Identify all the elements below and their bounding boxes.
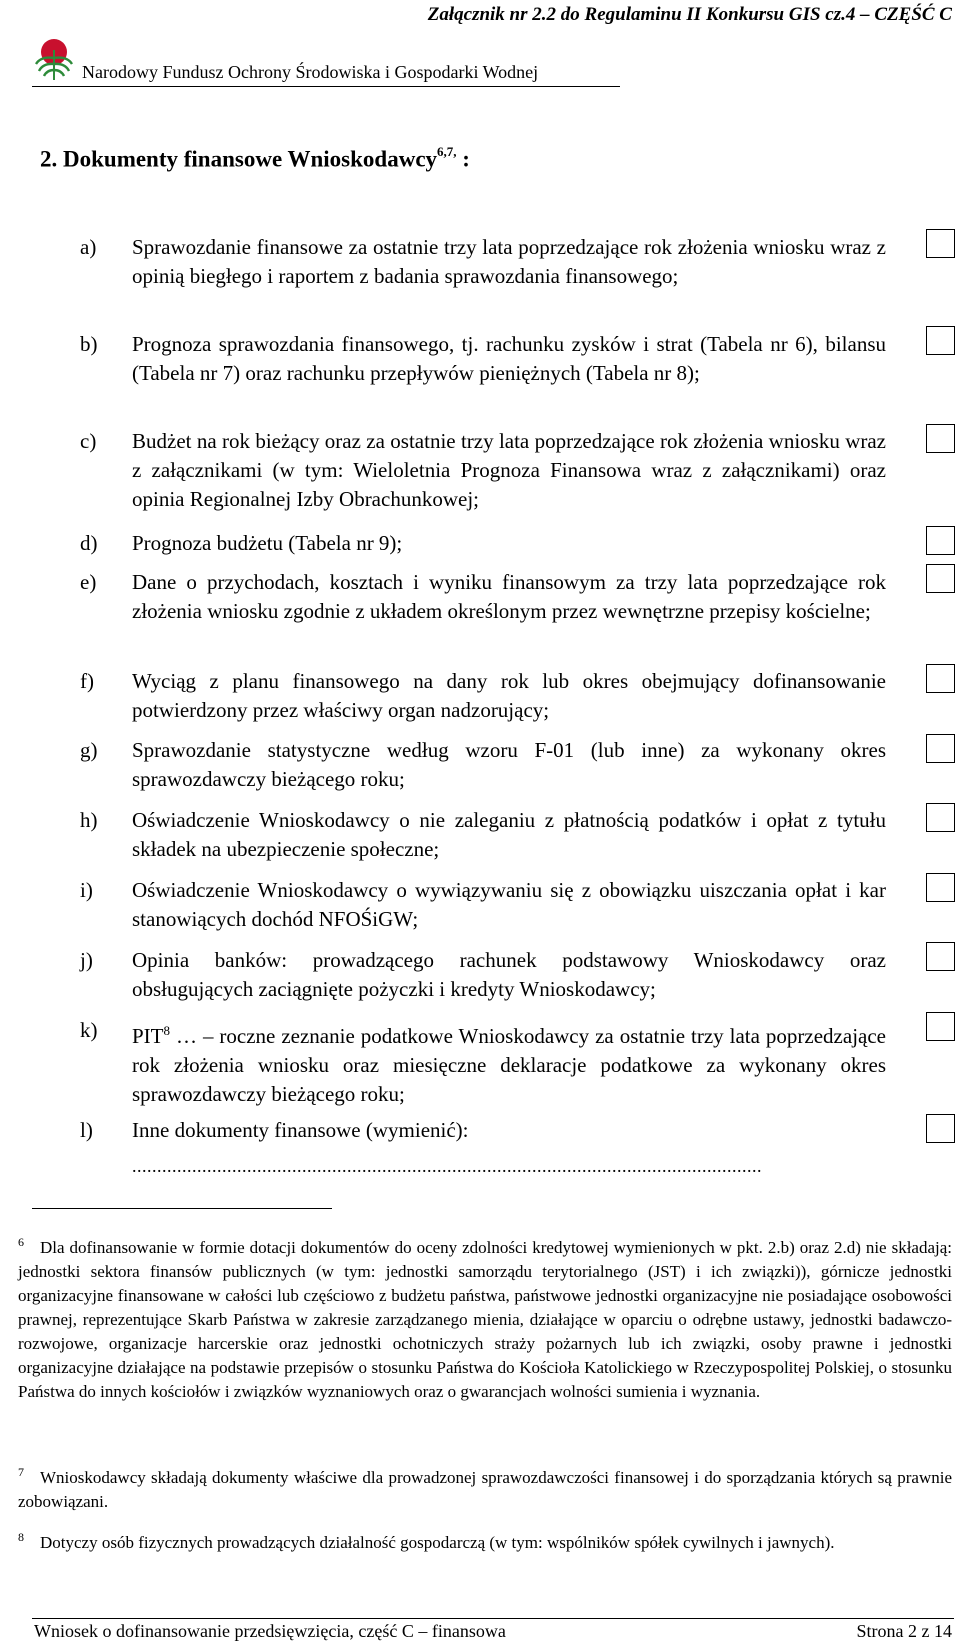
item-text: Opinia banków: prowadzącego rachunek podstawowy Wnioskodawcy oraz obsługujących zaciągnięte pożyczki i kredyty Wnioskodawcy; bbox=[132, 948, 886, 1001]
item-letter: h) bbox=[80, 808, 98, 832]
list-item bbox=[80, 876, 886, 934]
list-item bbox=[80, 233, 886, 291]
item-letter: d) bbox=[80, 531, 98, 555]
checkbox-item-j[interactable] bbox=[926, 942, 955, 971]
section-colon: : bbox=[462, 146, 470, 172]
item-text: Prognoza sprawozdania finansowego, tj. rachunku zysków i strat (Tabela nr 6), bilansu (Tabela nr 7) oraz rachunku przepływów pieniężnych (Tabela nr 8); bbox=[132, 332, 886, 385]
nfosigw-logo bbox=[33, 36, 75, 82]
item-letter: l) bbox=[80, 1118, 93, 1142]
section-title bbox=[40, 146, 470, 173]
item-text: Prognoza budżetu (Tabela nr 9); bbox=[132, 531, 403, 555]
item-letter: b) bbox=[80, 332, 98, 356]
list-item bbox=[80, 1016, 886, 1109]
checkbox-item-g[interactable] bbox=[926, 734, 955, 763]
list-item bbox=[80, 330, 886, 388]
footnote-text: Wnioskodawcy składają dokumenty właściwe dla prowadzonej sprawozdawczości finansowej i do sporządzania których są prawnie zobowiązani. bbox=[18, 1468, 952, 1511]
fill-in-dots[interactable]: .............................................................................................................................. bbox=[132, 1156, 762, 1176]
item-letter: j) bbox=[80, 948, 93, 972]
item-letter: e) bbox=[80, 570, 97, 594]
footer-rule bbox=[32, 1618, 954, 1619]
item-letter: c) bbox=[80, 429, 97, 453]
footnote-ref-8: 8 bbox=[163, 1023, 170, 1038]
item-text: Budżet na rok bieżący oraz za ostatnie trzy lata poprzedzające rok złożenia wniosku wraz z załącznikami (w tym: Wieloletnia Prognoza Finansowa wraz z załącznikami) oraz opinia Regionalnej Izby Obrachunkowej; bbox=[132, 429, 886, 511]
footnote-separator bbox=[32, 1208, 332, 1209]
item-text: Inne dokumenty finansowe (wymienić): bbox=[132, 1118, 469, 1142]
checkbox-item-c[interactable] bbox=[926, 424, 955, 453]
header-rule bbox=[32, 86, 620, 87]
checkbox-item-e[interactable] bbox=[926, 564, 955, 593]
page-number: Strona 2 z 14 bbox=[856, 1621, 952, 1641]
checkbox-item-b[interactable] bbox=[926, 326, 955, 355]
footnote-text: Dla dofinansowanie w formie dotacji dokumentów do oceny zdolności kredytowej wymienionych w pkt. 2.b) oraz 2.d) nie składają: jednostki sektora finansów publicznych (w tym: jednostki samorządu terytorialnego (JST) i ich związki)), górnicze jednostki organizacyjne finansowane w całości lub częściowo z budżetu państwa, państwowe jednostki organizacyjne nie posiadające osobowości prawnej, reprezentujące Skarb Państwa w zakresie zarządzanego mienia, działające w oparciu o odrębne ustawy, jednostki badawczo-rozwojowe, organizacje harcerskie oraz jednostki ochotniczych straży pożarnych lub ich związki, osoby prawne i jednostki organizacyjne działające na podstawie przepisów o stosunku Państwa do Kościoła Katolickiego w Rzeczypospolitej Polskiej, o stosunku Państwa do innych kościołów i związków wyznaniowych oraz o gwarancjach wolności sumienia i wyznania. bbox=[18, 1238, 952, 1401]
footnote-text: Dotyczy osób fizycznych prowadzących działalność gospodarczą (w tym: wspólników spółek cywilnych i jawnych). bbox=[40, 1533, 835, 1552]
footnote-number: 7 bbox=[18, 1465, 24, 1479]
item-text: Sprawozdanie finansowe za ostatnie trzy lata poprzedzające rok złożenia wniosku wraz z opinią biegłego i raportem z badania sprawozdania finansowego; bbox=[132, 235, 886, 288]
list-item bbox=[80, 806, 886, 864]
checkbox-item-h[interactable] bbox=[926, 803, 955, 832]
item-text bbox=[132, 1016, 886, 1109]
footnote-8 bbox=[18, 1531, 952, 1555]
section-footnote-refs: 6,7, bbox=[437, 144, 457, 159]
item-text: Oświadczenie Wnioskodawcy o wywiązywaniu się z obowiązku uiszczania opłat i kar stanowiących dochód NFOŚiGW; bbox=[132, 878, 886, 931]
footnote-6 bbox=[18, 1236, 952, 1404]
section-number: 2. bbox=[40, 146, 58, 172]
footnote-number: 8 bbox=[18, 1530, 24, 1544]
item-letter: i) bbox=[80, 878, 93, 902]
item-text-rest: … – roczne zeznanie podatkowe Wnioskodawcy za ostatnie trzy lata poprzedzające rok złożenia wniosku oraz miesięczne deklaracje podatkowe za wykonany okres sprawozdawczy bieżącego roku; bbox=[132, 1024, 886, 1106]
item-text: Wyciąg z planu finansowego na dany rok lub okres obejmujący dofinansowanie potwierdzony przez właściwy organ nadzorujący; bbox=[132, 669, 886, 722]
item-text: Sprawozdanie statystyczne według wzoru F-01 (lub inne) za wykonany okres sprawozdawczy bieżącego roku; bbox=[132, 738, 886, 791]
item-letter: k) bbox=[80, 1018, 98, 1042]
list-item bbox=[80, 427, 886, 514]
item-letter: g) bbox=[80, 738, 98, 762]
checkbox-item-a[interactable] bbox=[926, 229, 955, 258]
item-letter: a) bbox=[80, 235, 97, 259]
list-item bbox=[80, 529, 886, 558]
checkbox-item-k[interactable] bbox=[926, 1012, 955, 1041]
footnote-number: 6 bbox=[18, 1235, 24, 1249]
list-item bbox=[80, 736, 886, 794]
footer-document-title: Wniosek o dofinansowanie przedsięwzięcia, część C – finansowa bbox=[34, 1621, 506, 1641]
section-title-text: Dokumenty finansowe Wnioskodawcy bbox=[63, 146, 438, 172]
list-item bbox=[80, 1116, 886, 1145]
checkbox-item-i[interactable] bbox=[926, 873, 955, 902]
item-letter: f) bbox=[80, 669, 94, 693]
item-text: Oświadczenie Wnioskodawcy o nie zaleganiu z płatnością podatków i opłat z tytułu składek na ubezpieczenie społeczne; bbox=[132, 808, 886, 861]
item-text: Dane o przychodach, kosztach i wyniku finansowym za trzy lata poprzedzające rok złożenia wniosku zgodnie z układem określonym przez wewnętrzne przepisy kościelne; bbox=[132, 570, 886, 623]
list-item bbox=[80, 667, 886, 725]
item-text-pit: PIT bbox=[132, 1024, 164, 1048]
footnote-7 bbox=[18, 1466, 952, 1514]
list-item bbox=[80, 568, 886, 626]
annex-header: Załącznik nr 2.2 do Regulaminu II Konkursu GIS cz.4 – CZĘŚĆ C bbox=[427, 4, 952, 25]
checkbox-item-l[interactable] bbox=[926, 1114, 955, 1143]
list-item bbox=[80, 946, 886, 1004]
organization-name: Narodowy Fundusz Ochrony Środowiska i Gospodarki Wodnej bbox=[82, 62, 539, 82]
checkbox-item-f[interactable] bbox=[926, 664, 955, 693]
checkbox-item-d[interactable] bbox=[926, 526, 955, 555]
